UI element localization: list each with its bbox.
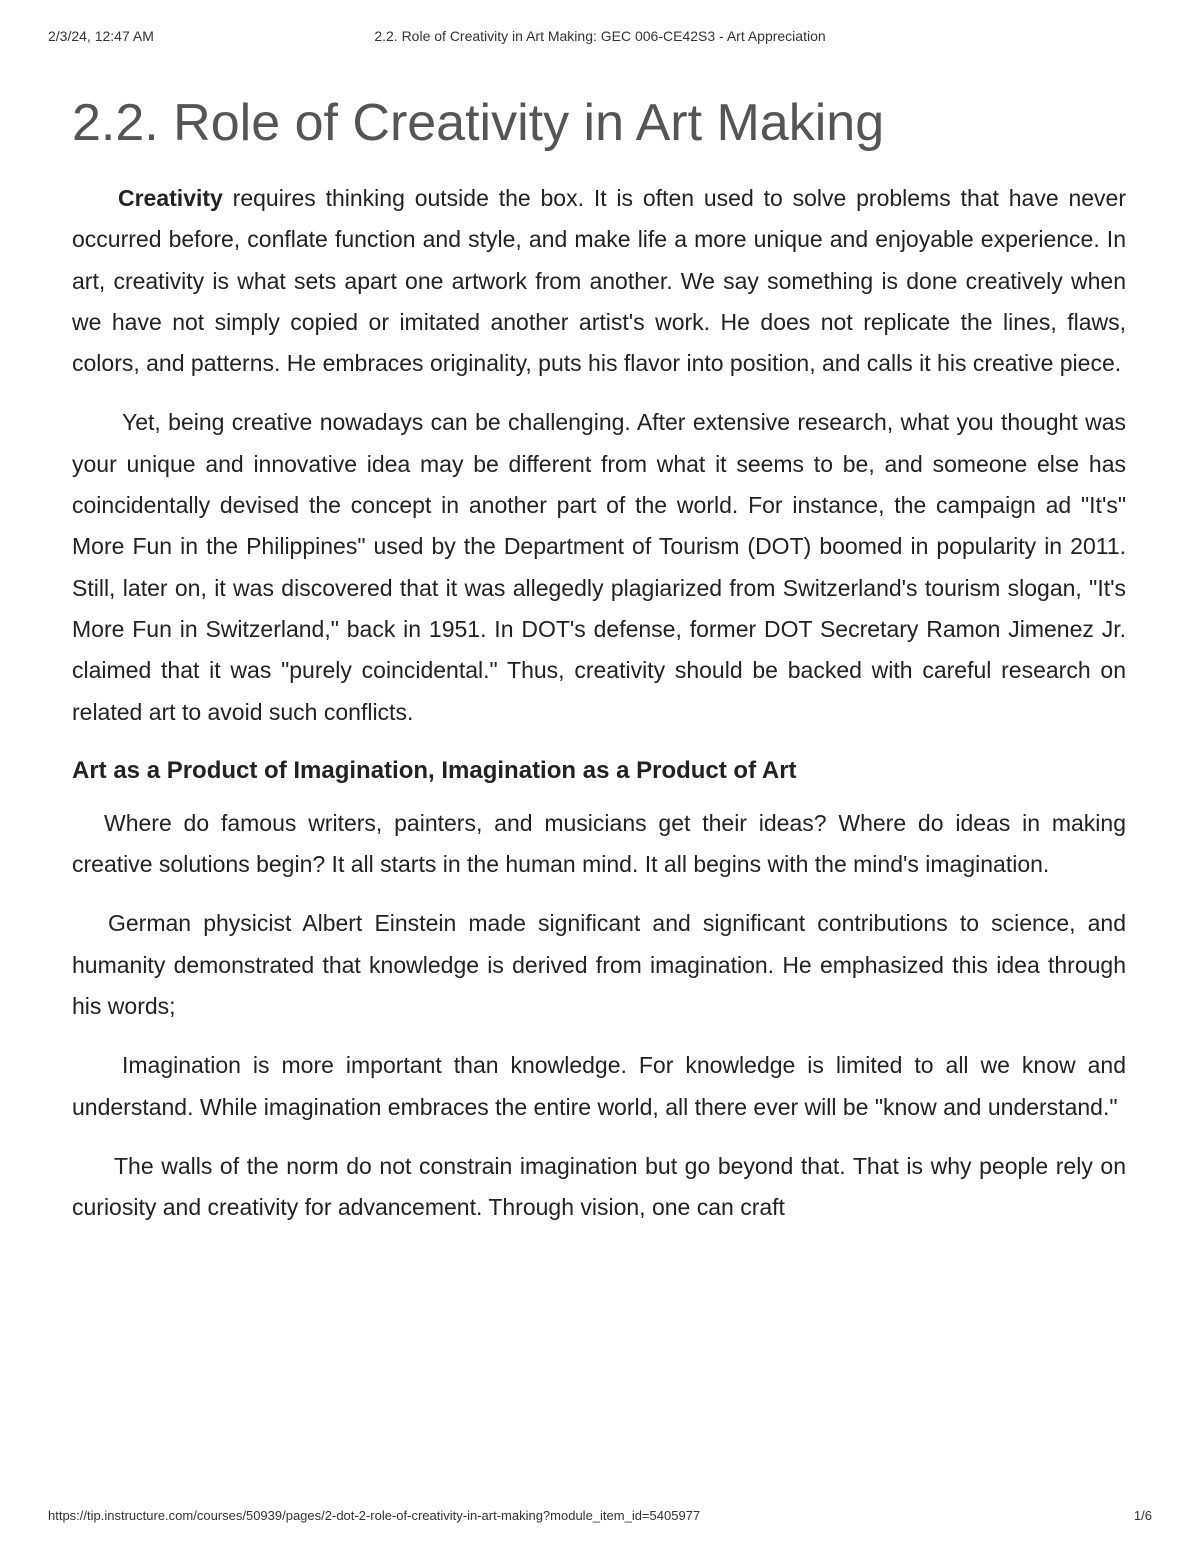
page-number: 1/6: [1133, 1508, 1152, 1523]
print-page-title: 2.2. Role of Creativity in Art Making: GEC 006-CE42S3 - Art Appreciation: [374, 28, 826, 44]
print-datetime: 2/3/24, 12:47 AM: [48, 28, 154, 44]
section-heading: Art as a Product of Imagination, Imagination as a Product of Art: [72, 756, 797, 784]
paragraph-challenge: Yet, being creative nowadays can be challenging. After extensive research, what you thought was your unique and innovative idea may be different from what it seems to be, and someone else has coincidentally devised the concept in another part of the world. For instance, the campaign ad "It's" More Fun in the Philippines" used by the Department of Tourism (DOT) boomed in popularity in 2011. Still, later on, it was discovered that it was allegedly plagiarized from Switzerland's tourism slogan, "It's More Fun in Switzerland," back in 1951. In DOT's defense, former DOT Secretary Ramon Jimenez Jr. claimed that it was "purely coincidental." Thus, creativity should be backed with careful research on related art to avoid such conflicts.: [72, 409, 1126, 725]
paragraph-creativity-text: requires thinking outside the box. It is often used to solve problems that have never occurred before, conflate function and style, and make life a more unique and enjoyable experience. In art, creativity is what sets apart one artwork from another. We say something is done creatively when we have not simply copied or imitated another artist's work. He does not replicate the lines, flaws, colors, and patterns. He embraces originality, puts his flavor into position, and calls it his creative piece.: [72, 185, 1126, 377]
paragraph-quote: Imagination is more important than knowledge. For knowledge is limited to all we know and understand. While imagination embraces the entire world, all there ever will be "know and understand.": [72, 1052, 1126, 1120]
paragraph-walls: The walls of the norm do not constrain imagination but go beyond that. That is why people rely on curiosity and creativity for advancement. Through vision, one can craft: [72, 1152, 1126, 1221]
paragraph-einstein: German physicist Albert Einstein made significant and significant contributions to science, and humanity demonstrated that knowledge is derived from imagination. He emphasized this idea through his words;: [72, 910, 1126, 1020]
print-url: https://tip.instructure.com/courses/50939/pages/2-dot-2-role-of-creativity-in-art-making?module_item_id=5405977: [48, 1508, 701, 1523]
print-footer: [48, 1508, 1152, 1528]
paragraph-ideas: Where do famous writers, painters, and musicians get their ideas? Where do ideas in making creative solutions begin? It all starts in the human mind. It all begins with the mind's imagination.: [72, 809, 1126, 878]
creativity-term: Creativity: [118, 185, 223, 211]
page-content: [72, 88, 1126, 1247]
page-title: 2.2. Role of Creativity in Art Making: [72, 94, 885, 152]
paragraph-creativity: [72, 178, 1126, 384]
print-header: [48, 28, 1152, 48]
